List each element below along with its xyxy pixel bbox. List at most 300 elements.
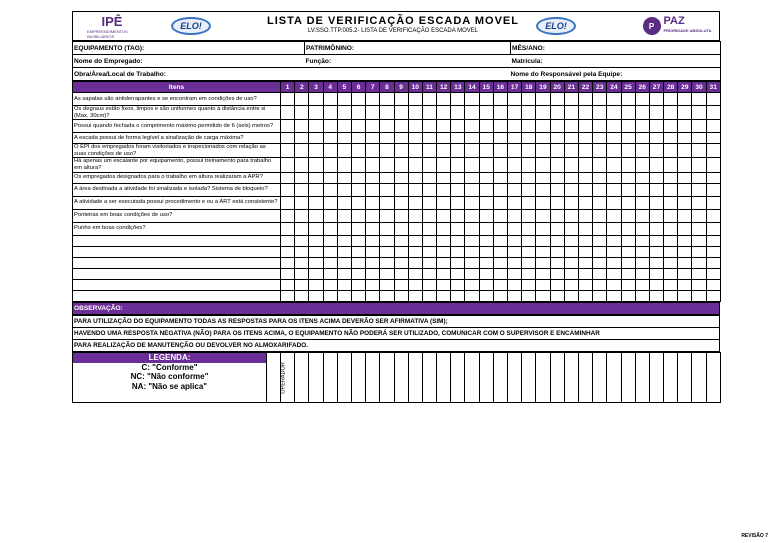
day-check-cell[interactable] [635, 158, 649, 172]
day-check-cell[interactable] [380, 257, 394, 268]
day-check-cell[interactable] [281, 268, 295, 279]
day-check-cell[interactable] [309, 196, 323, 209]
day-check-cell[interactable] [337, 257, 351, 268]
day-check-cell[interactable] [281, 257, 295, 268]
day-check-cell[interactable] [522, 246, 536, 257]
day-check-cell[interactable] [309, 246, 323, 257]
operador-sign-cell[interactable] [465, 352, 479, 402]
day-check-cell[interactable] [366, 279, 380, 290]
day-check-cell[interactable] [394, 183, 408, 196]
day-check-cell[interactable] [692, 246, 706, 257]
day-check-cell[interactable] [550, 246, 564, 257]
day-check-cell[interactable] [465, 93, 479, 106]
day-check-cell[interactable] [323, 268, 337, 279]
day-check-cell[interactable] [366, 106, 380, 120]
day-check-cell[interactable] [550, 172, 564, 183]
day-check-cell[interactable] [351, 235, 365, 246]
day-check-cell[interactable] [437, 106, 451, 120]
day-check-cell[interactable] [578, 120, 592, 133]
equipamento-field[interactable]: EQUIPAMENTO (TAG): [73, 42, 305, 55]
day-check-cell[interactable] [564, 257, 578, 268]
day-check-cell[interactable] [337, 106, 351, 120]
day-check-cell[interactable] [593, 93, 607, 106]
day-check-cell[interactable] [422, 183, 436, 196]
day-check-cell[interactable] [451, 290, 465, 301]
day-check-cell[interactable] [380, 222, 394, 235]
day-check-cell[interactable] [692, 93, 706, 106]
day-check-cell[interactable] [465, 158, 479, 172]
day-check-cell[interactable] [607, 106, 621, 120]
operador-sign-cell[interactable] [323, 352, 337, 402]
day-check-cell[interactable] [479, 172, 493, 183]
day-check-cell[interactable] [706, 290, 720, 301]
operador-sign-cell[interactable] [479, 352, 493, 402]
day-check-cell[interactable] [649, 257, 663, 268]
operador-sign-cell[interactable] [550, 352, 564, 402]
day-check-cell[interactable] [437, 257, 451, 268]
day-check-cell[interactable] [351, 279, 365, 290]
day-check-cell[interactable] [408, 183, 422, 196]
operador-sign-cell[interactable] [451, 352, 465, 402]
day-check-cell[interactable] [706, 133, 720, 144]
day-check-cell[interactable] [536, 120, 550, 133]
day-check-cell[interactable] [437, 158, 451, 172]
day-check-cell[interactable] [508, 183, 522, 196]
day-check-cell[interactable] [564, 158, 578, 172]
day-check-cell[interactable] [649, 209, 663, 222]
day-check-cell[interactable] [337, 222, 351, 235]
day-check-cell[interactable] [664, 172, 678, 183]
day-check-cell[interactable] [706, 158, 720, 172]
day-check-cell[interactable] [635, 172, 649, 183]
day-check-cell[interactable] [408, 93, 422, 106]
day-check-cell[interactable] [508, 235, 522, 246]
day-check-cell[interactable] [422, 222, 436, 235]
day-check-cell[interactable] [578, 144, 592, 158]
operador-sign-cell[interactable] [508, 352, 522, 402]
day-check-cell[interactable] [422, 209, 436, 222]
day-check-cell[interactable] [649, 235, 663, 246]
day-check-cell[interactable] [408, 120, 422, 133]
day-check-cell[interactable] [281, 106, 295, 120]
day-check-cell[interactable] [451, 93, 465, 106]
day-check-cell[interactable] [295, 183, 309, 196]
day-check-cell[interactable] [309, 144, 323, 158]
day-check-cell[interactable] [323, 120, 337, 133]
day-check-cell[interactable] [564, 120, 578, 133]
day-check-cell[interactable] [678, 257, 692, 268]
day-check-cell[interactable] [295, 279, 309, 290]
day-check-cell[interactable] [451, 120, 465, 133]
day-check-cell[interactable] [678, 268, 692, 279]
day-check-cell[interactable] [578, 222, 592, 235]
day-check-cell[interactable] [479, 93, 493, 106]
day-check-cell[interactable] [394, 120, 408, 133]
day-check-cell[interactable] [465, 235, 479, 246]
day-check-cell[interactable] [422, 279, 436, 290]
day-check-cell[interactable] [337, 144, 351, 158]
day-check-cell[interactable] [508, 172, 522, 183]
day-check-cell[interactable] [295, 133, 309, 144]
day-check-cell[interactable] [309, 268, 323, 279]
day-check-cell[interactable] [422, 235, 436, 246]
day-check-cell[interactable] [323, 133, 337, 144]
day-check-cell[interactable] [593, 144, 607, 158]
day-check-cell[interactable] [550, 290, 564, 301]
day-check-cell[interactable] [323, 209, 337, 222]
day-check-cell[interactable] [621, 93, 635, 106]
operador-sign-cell[interactable] [593, 352, 607, 402]
day-check-cell[interactable] [380, 120, 394, 133]
day-check-cell[interactable] [394, 144, 408, 158]
day-check-cell[interactable] [678, 246, 692, 257]
day-check-cell[interactable] [323, 246, 337, 257]
day-check-cell[interactable] [493, 120, 507, 133]
day-check-cell[interactable] [536, 158, 550, 172]
day-check-cell[interactable] [550, 268, 564, 279]
day-check-cell[interactable] [607, 279, 621, 290]
day-check-cell[interactable] [508, 290, 522, 301]
operador-sign-cell[interactable] [394, 352, 408, 402]
day-check-cell[interactable] [323, 222, 337, 235]
day-check-cell[interactable] [351, 257, 365, 268]
day-check-cell[interactable] [351, 120, 365, 133]
day-check-cell[interactable] [706, 209, 720, 222]
day-check-cell[interactable] [522, 257, 536, 268]
day-check-cell[interactable] [479, 257, 493, 268]
day-check-cell[interactable] [635, 268, 649, 279]
day-check-cell[interactable] [351, 209, 365, 222]
day-check-cell[interactable] [664, 246, 678, 257]
day-check-cell[interactable] [337, 183, 351, 196]
day-check-cell[interactable] [578, 209, 592, 222]
day-check-cell[interactable] [578, 268, 592, 279]
day-check-cell[interactable] [437, 235, 451, 246]
day-check-cell[interactable] [337, 268, 351, 279]
day-check-cell[interactable] [578, 106, 592, 120]
day-check-cell[interactable] [351, 106, 365, 120]
day-check-cell[interactable] [437, 209, 451, 222]
day-check-cell[interactable] [366, 196, 380, 209]
day-check-cell[interactable] [422, 172, 436, 183]
day-check-cell[interactable] [692, 279, 706, 290]
day-check-cell[interactable] [578, 183, 592, 196]
day-check-cell[interactable] [351, 158, 365, 172]
day-check-cell[interactable] [621, 246, 635, 257]
day-check-cell[interactable] [692, 257, 706, 268]
day-check-cell[interactable] [380, 235, 394, 246]
day-check-cell[interactable] [635, 196, 649, 209]
day-check-cell[interactable] [437, 144, 451, 158]
day-check-cell[interactable] [323, 235, 337, 246]
day-check-cell[interactable] [621, 158, 635, 172]
day-check-cell[interactable] [309, 209, 323, 222]
day-check-cell[interactable] [706, 144, 720, 158]
day-check-cell[interactable] [550, 158, 564, 172]
day-check-cell[interactable] [295, 158, 309, 172]
day-check-cell[interactable] [522, 183, 536, 196]
day-check-cell[interactable] [522, 106, 536, 120]
day-check-cell[interactable] [295, 106, 309, 120]
day-check-cell[interactable] [479, 235, 493, 246]
day-check-cell[interactable] [706, 183, 720, 196]
operador-sign-cell[interactable] [408, 352, 422, 402]
day-check-cell[interactable] [465, 172, 479, 183]
operador-sign-cell[interactable] [295, 352, 309, 402]
day-check-cell[interactable] [706, 222, 720, 235]
day-check-cell[interactable] [479, 279, 493, 290]
day-check-cell[interactable] [649, 196, 663, 209]
operador-sign-cell[interactable] [564, 352, 578, 402]
day-check-cell[interactable] [366, 133, 380, 144]
day-check-cell[interactable] [437, 183, 451, 196]
day-check-cell[interactable] [649, 144, 663, 158]
day-check-cell[interactable] [465, 196, 479, 209]
day-check-cell[interactable] [493, 268, 507, 279]
day-check-cell[interactable] [493, 279, 507, 290]
day-check-cell[interactable] [380, 172, 394, 183]
day-check-cell[interactable] [437, 279, 451, 290]
day-check-cell[interactable] [380, 196, 394, 209]
day-check-cell[interactable] [465, 120, 479, 133]
day-check-cell[interactable] [621, 222, 635, 235]
day-check-cell[interactable] [408, 279, 422, 290]
day-check-cell[interactable] [366, 144, 380, 158]
day-check-cell[interactable] [351, 183, 365, 196]
day-check-cell[interactable] [394, 279, 408, 290]
day-check-cell[interactable] [607, 93, 621, 106]
day-check-cell[interactable] [621, 196, 635, 209]
day-check-cell[interactable] [451, 235, 465, 246]
day-check-cell[interactable] [564, 172, 578, 183]
day-check-cell[interactable] [366, 172, 380, 183]
day-check-cell[interactable] [366, 93, 380, 106]
day-check-cell[interactable] [536, 196, 550, 209]
day-check-cell[interactable] [479, 106, 493, 120]
day-check-cell[interactable] [578, 246, 592, 257]
day-check-cell[interactable] [649, 133, 663, 144]
day-check-cell[interactable] [578, 172, 592, 183]
day-check-cell[interactable] [295, 144, 309, 158]
day-check-cell[interactable] [706, 268, 720, 279]
day-check-cell[interactable] [437, 268, 451, 279]
day-check-cell[interactable] [465, 222, 479, 235]
day-check-cell[interactable] [493, 290, 507, 301]
day-check-cell[interactable] [536, 133, 550, 144]
day-check-cell[interactable] [564, 196, 578, 209]
day-check-cell[interactable] [323, 158, 337, 172]
day-check-cell[interactable] [706, 106, 720, 120]
day-check-cell[interactable] [564, 222, 578, 235]
day-check-cell[interactable] [664, 183, 678, 196]
day-check-cell[interactable] [706, 93, 720, 106]
day-check-cell[interactable] [621, 183, 635, 196]
day-check-cell[interactable] [465, 290, 479, 301]
day-check-cell[interactable] [408, 222, 422, 235]
day-check-cell[interactable] [649, 172, 663, 183]
day-check-cell[interactable] [550, 209, 564, 222]
day-check-cell[interactable] [593, 246, 607, 257]
day-check-cell[interactable] [578, 93, 592, 106]
day-check-cell[interactable] [635, 279, 649, 290]
day-check-cell[interactable] [309, 290, 323, 301]
operador-sign-cell[interactable] [309, 352, 323, 402]
day-check-cell[interactable] [706, 257, 720, 268]
day-check-cell[interactable] [281, 144, 295, 158]
day-check-cell[interactable] [394, 246, 408, 257]
day-check-cell[interactable] [437, 172, 451, 183]
day-check-cell[interactable] [309, 133, 323, 144]
day-check-cell[interactable] [394, 133, 408, 144]
day-check-cell[interactable] [635, 209, 649, 222]
day-check-cell[interactable] [692, 183, 706, 196]
day-check-cell[interactable] [564, 93, 578, 106]
day-check-cell[interactable] [366, 235, 380, 246]
day-check-cell[interactable] [664, 133, 678, 144]
day-check-cell[interactable] [678, 222, 692, 235]
day-check-cell[interactable] [479, 209, 493, 222]
day-check-cell[interactable] [451, 246, 465, 257]
day-check-cell[interactable] [479, 246, 493, 257]
day-check-cell[interactable] [366, 120, 380, 133]
day-check-cell[interactable] [607, 222, 621, 235]
operador-sign-cell[interactable] [536, 352, 550, 402]
day-check-cell[interactable] [451, 268, 465, 279]
day-check-cell[interactable] [351, 246, 365, 257]
day-check-cell[interactable] [536, 246, 550, 257]
operador-sign-cell[interactable] [678, 352, 692, 402]
day-check-cell[interactable] [607, 246, 621, 257]
day-check-cell[interactable] [508, 268, 522, 279]
day-check-cell[interactable] [522, 268, 536, 279]
day-check-cell[interactable] [593, 268, 607, 279]
day-check-cell[interactable] [451, 209, 465, 222]
day-check-cell[interactable] [593, 172, 607, 183]
day-check-cell[interactable] [465, 133, 479, 144]
day-check-cell[interactable] [337, 279, 351, 290]
day-check-cell[interactable] [493, 144, 507, 158]
day-check-cell[interactable] [422, 257, 436, 268]
day-check-cell[interactable] [493, 158, 507, 172]
day-check-cell[interactable] [564, 290, 578, 301]
day-check-cell[interactable] [493, 133, 507, 144]
day-check-cell[interactable] [522, 222, 536, 235]
day-check-cell[interactable] [323, 196, 337, 209]
day-check-cell[interactable] [281, 290, 295, 301]
day-check-cell[interactable] [309, 158, 323, 172]
day-check-cell[interactable] [621, 235, 635, 246]
day-check-cell[interactable] [649, 93, 663, 106]
day-check-cell[interactable] [664, 120, 678, 133]
day-check-cell[interactable] [451, 158, 465, 172]
day-check-cell[interactable] [323, 93, 337, 106]
operador-sign-cell[interactable] [607, 352, 621, 402]
day-check-cell[interactable] [678, 183, 692, 196]
day-check-cell[interactable] [465, 268, 479, 279]
day-check-cell[interactable] [607, 209, 621, 222]
day-check-cell[interactable] [593, 183, 607, 196]
day-check-cell[interactable] [451, 279, 465, 290]
day-check-cell[interactable] [309, 222, 323, 235]
day-check-cell[interactable] [578, 158, 592, 172]
day-check-cell[interactable] [323, 183, 337, 196]
day-check-cell[interactable] [451, 196, 465, 209]
day-check-cell[interactable] [621, 209, 635, 222]
day-check-cell[interactable] [649, 158, 663, 172]
day-check-cell[interactable] [664, 279, 678, 290]
day-check-cell[interactable] [578, 235, 592, 246]
day-check-cell[interactable] [394, 172, 408, 183]
day-check-cell[interactable] [451, 144, 465, 158]
day-check-cell[interactable] [493, 106, 507, 120]
day-check-cell[interactable] [295, 120, 309, 133]
day-check-cell[interactable] [522, 209, 536, 222]
day-check-cell[interactable] [422, 106, 436, 120]
day-check-cell[interactable] [351, 196, 365, 209]
day-check-cell[interactable] [692, 120, 706, 133]
day-check-cell[interactable] [337, 235, 351, 246]
day-check-cell[interactable] [508, 246, 522, 257]
day-check-cell[interactable] [635, 133, 649, 144]
day-check-cell[interactable] [479, 196, 493, 209]
day-check-cell[interactable] [465, 183, 479, 196]
day-check-cell[interactable] [664, 144, 678, 158]
day-check-cell[interactable] [351, 290, 365, 301]
day-check-cell[interactable] [408, 144, 422, 158]
day-check-cell[interactable] [437, 246, 451, 257]
day-check-cell[interactable] [635, 93, 649, 106]
day-check-cell[interactable] [664, 106, 678, 120]
day-check-cell[interactable] [692, 196, 706, 209]
day-check-cell[interactable] [479, 222, 493, 235]
day-check-cell[interactable] [607, 158, 621, 172]
patrimonio-field[interactable]: PATRIMÔNINO: [305, 42, 511, 55]
day-check-cell[interactable] [295, 290, 309, 301]
day-check-cell[interactable] [493, 183, 507, 196]
day-check-cell[interactable] [508, 158, 522, 172]
day-check-cell[interactable] [621, 120, 635, 133]
day-check-cell[interactable] [394, 290, 408, 301]
day-check-cell[interactable] [493, 93, 507, 106]
day-check-cell[interactable] [394, 209, 408, 222]
day-check-cell[interactable] [295, 93, 309, 106]
day-check-cell[interactable] [536, 290, 550, 301]
day-check-cell[interactable] [564, 106, 578, 120]
day-check-cell[interactable] [437, 133, 451, 144]
day-check-cell[interactable] [678, 172, 692, 183]
operador-sign-cell[interactable] [337, 352, 351, 402]
day-check-cell[interactable] [408, 158, 422, 172]
day-check-cell[interactable] [664, 93, 678, 106]
operador-sign-cell[interactable] [422, 352, 436, 402]
day-check-cell[interactable] [635, 222, 649, 235]
operador-sign-cell[interactable] [635, 352, 649, 402]
day-check-cell[interactable] [451, 172, 465, 183]
day-check-cell[interactable] [281, 172, 295, 183]
day-check-cell[interactable] [309, 172, 323, 183]
day-check-cell[interactable] [706, 172, 720, 183]
day-check-cell[interactable] [465, 209, 479, 222]
funcao-field[interactable]: Função: [305, 55, 511, 68]
day-check-cell[interactable] [649, 279, 663, 290]
day-check-cell[interactable] [522, 279, 536, 290]
day-check-cell[interactable] [692, 133, 706, 144]
day-check-cell[interactable] [564, 144, 578, 158]
day-check-cell[interactable] [422, 120, 436, 133]
day-check-cell[interactable] [380, 133, 394, 144]
day-check-cell[interactable] [437, 290, 451, 301]
day-check-cell[interactable] [593, 133, 607, 144]
